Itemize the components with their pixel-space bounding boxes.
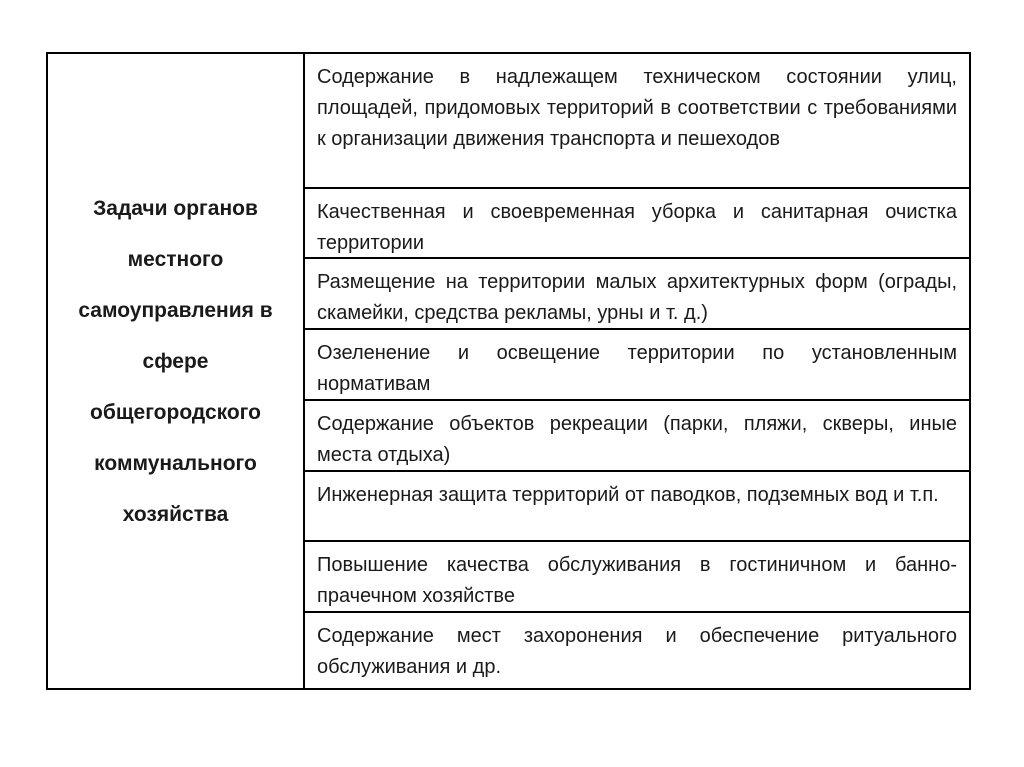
table-row: Содержание объектов рекреации (парки, пляжи, скверы, иные места отдыха) [305,401,969,472]
table-row: Инженерная защита территорий от паводков, подземных вод и т.п. [305,472,969,543]
table-row: Повышение качества обслуживания в гостиничном и банно-прачечном хозяйстве [305,542,969,613]
table-row: Качественная и своевременная уборка и санитарная очистка территории [305,189,969,260]
tasks-table [46,52,971,690]
table-row: Содержание в надлежащем техническом состоянии улиц, площадей, придомовых территорий в соответствии с требованиями к организации движения транспорта и пешеходов [305,54,969,189]
table-row: Озеленение и освещение территории по установленным нормативам [305,330,969,401]
table-header-title: Задачи органов местного самоуправления в сфере общегородского коммунального хозяйства [78,196,273,526]
table-row: Размещение на территории малых архитектурных форм (ограды, скамейки, средства рекламы, урны и т. д.) [305,259,969,330]
tasks-column [305,54,969,688]
table-row: Содержание мест захоронения и обеспечение ритуального обслуживания и др. [317,625,957,679]
merged-header-cell [48,54,305,688]
